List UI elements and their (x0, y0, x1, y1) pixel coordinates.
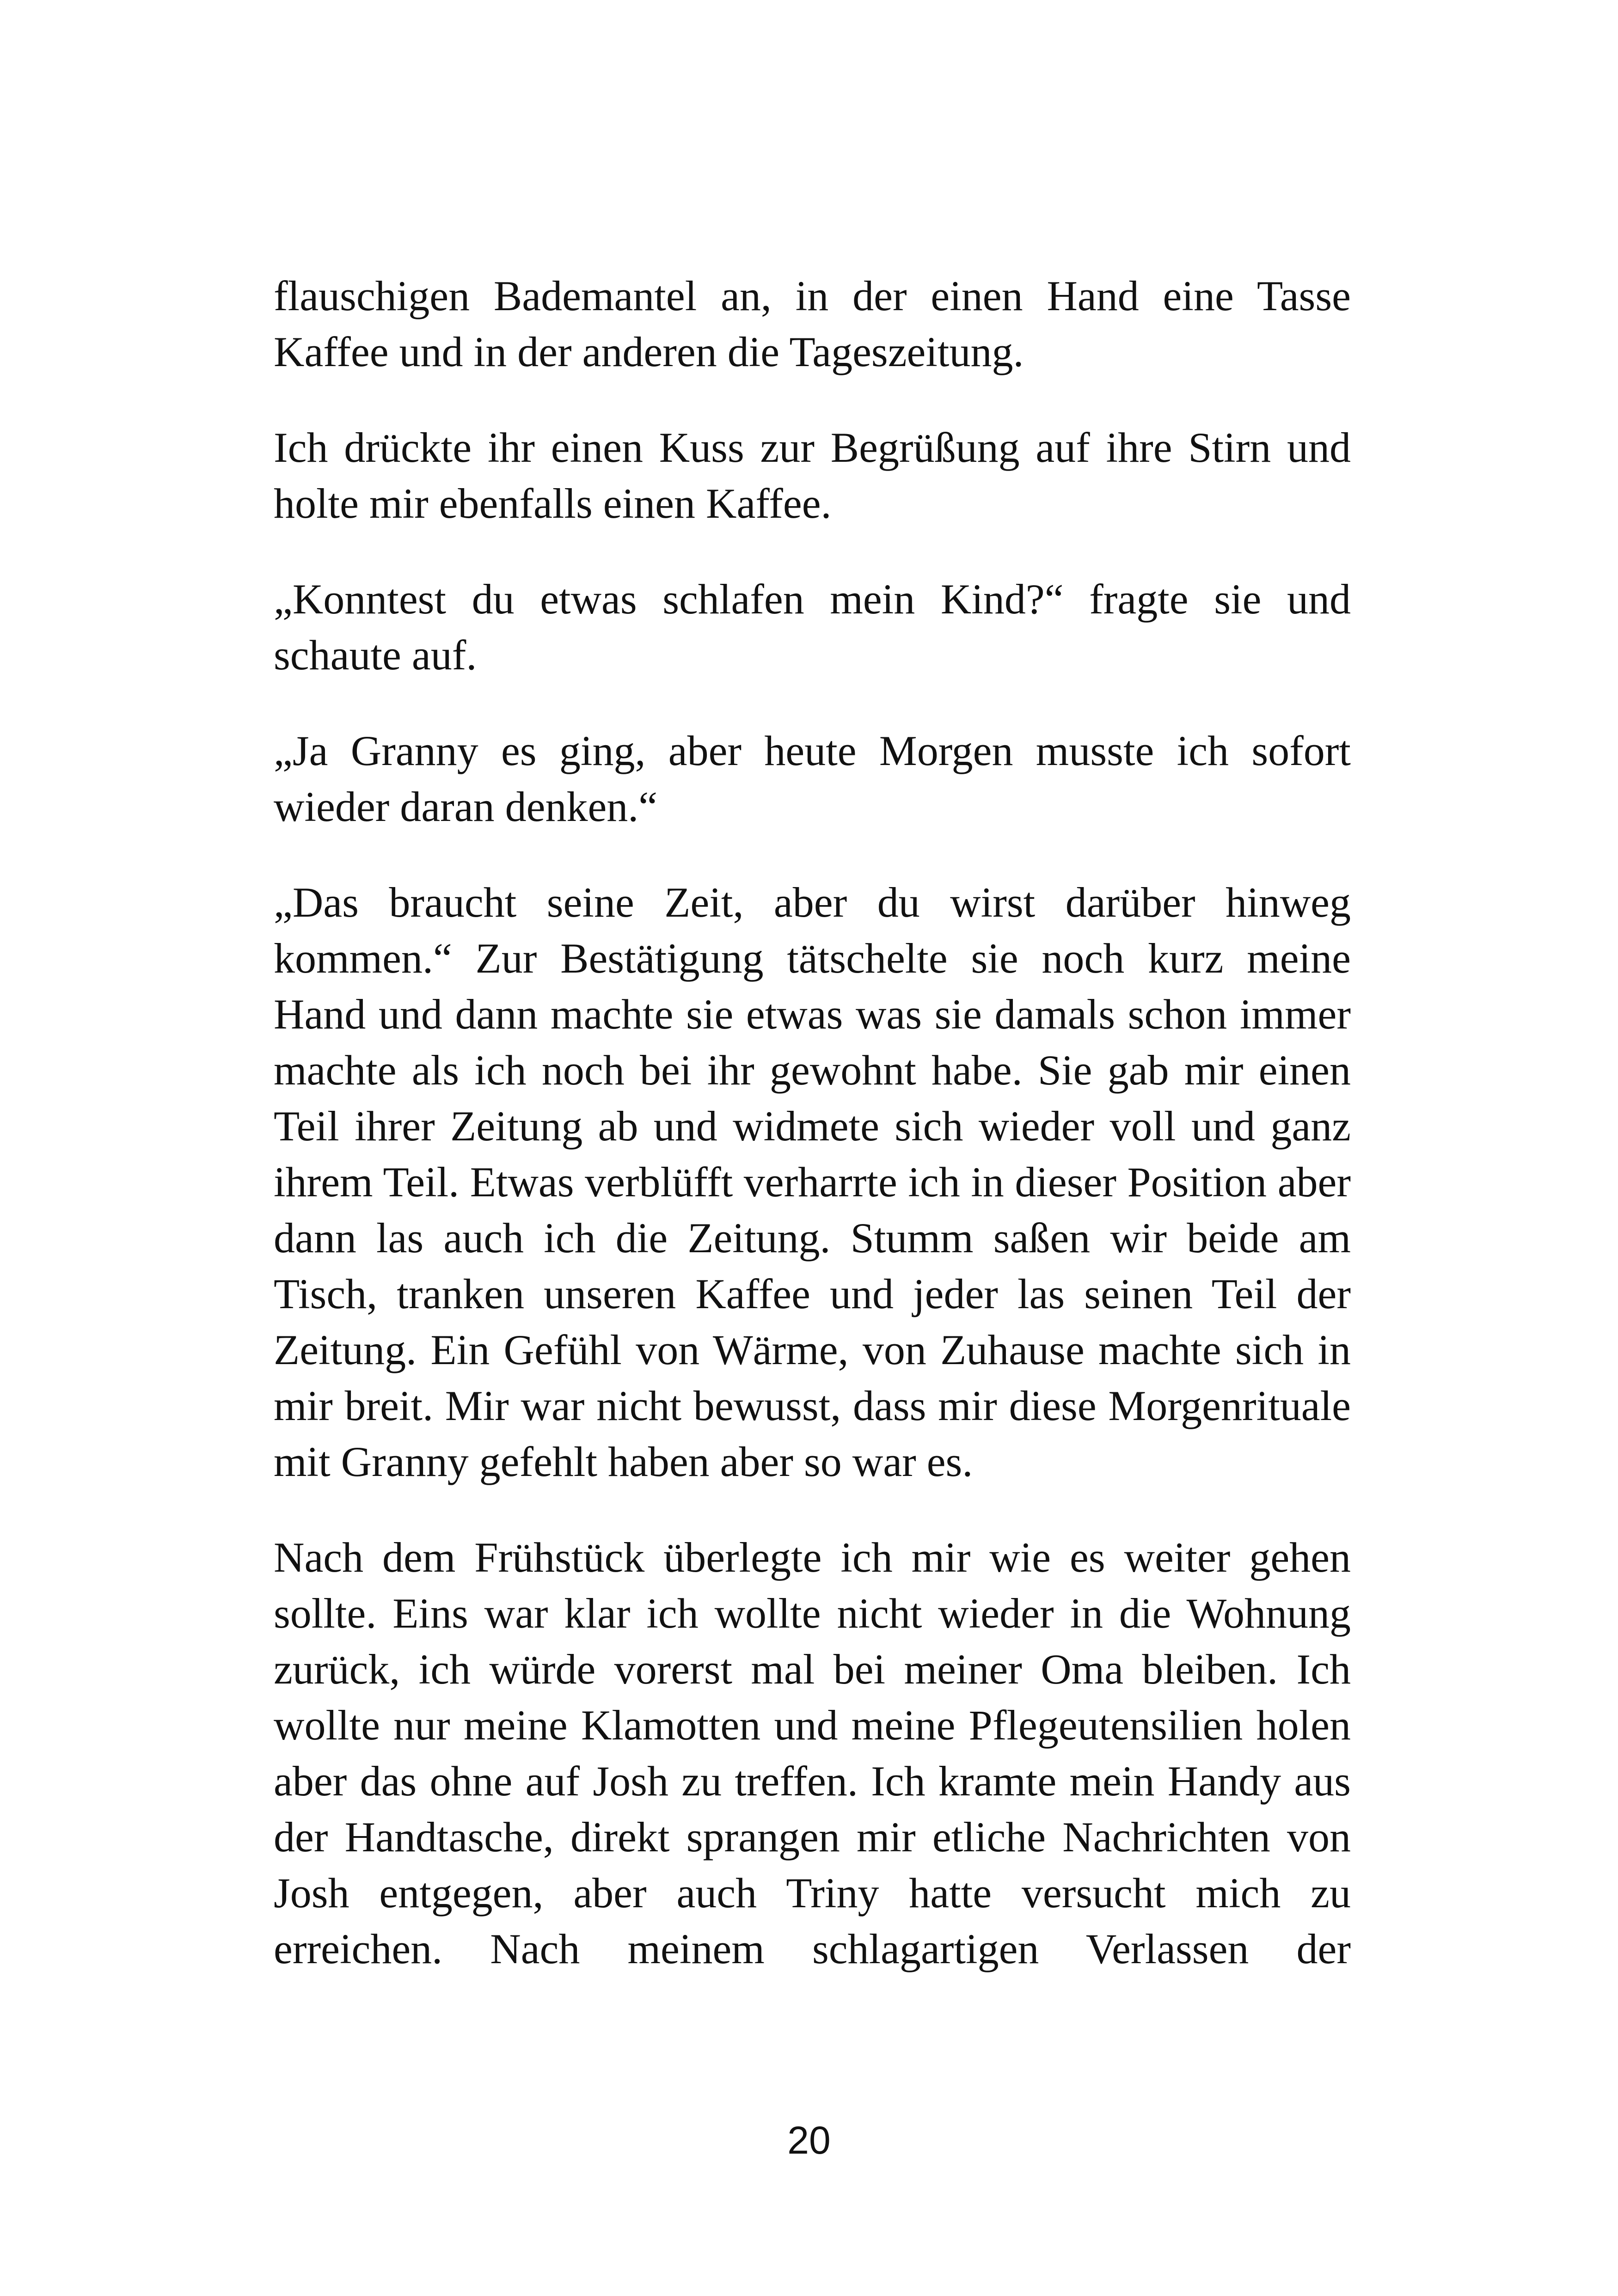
paragraph-1: flauschigen Bademantel an, in der einen Hand eine Tasse Kaffee und in der anderen die Tageszeitung. (274, 272, 1351, 375)
paragraph-3: „Konntest du etwas schlafen mein Kind?“ fragte sie und schaute auf. (274, 576, 1351, 679)
page-number: 20 (787, 2118, 831, 2162)
body-text (274, 268, 1351, 2017)
paragraph-6: Nach dem Frühstück überlegte ich mir wie es weiter gehen sollte. Eins war klar ich wollte nicht wieder in die Wohnung zurück, ich würde vorerst mal bei meiner Oma bleiben. Ich wollte nur meine Klamotten und meine Pflegeutensilien holen aber das ohne auf Josh zu treffen. Ich kramte mein Handy aus der Handtasche, direkt sprangen mir etliche Nachrichten von Josh entgegen, aber auch Triny hatte versucht mich zu erreichen. Nach meinem schlagartigen Verlassen der (274, 1534, 1351, 1972)
paragraph-2: Ich drückte ihr einen Kuss zur Begrüßung auf ihre Stirn und holte mir ebenfalls einen Kaffee. (274, 424, 1351, 527)
paragraph-4: „Ja Granny es ging, aber heute Morgen musste ich sofort wieder daran denken.“ (274, 727, 1351, 830)
paragraph-5: „Das braucht seine Zeit, aber du wirst darüber hinweg kommen.“ Zur Bestätigung tätschelte sie noch kurz meine Hand und dann machte sie etwas was sie damals schon immer machte als ich noch bei ihr gewohnt habe. Sie gab mir einen Teil ihrer Zeitung ab und widmete sich wieder voll und ganz ihrem Teil. Etwas verblüfft verharrte ich in dieser Position aber dann las auch ich die Zeitung. Stumm saßen wir beide am Tisch, tranken unseren Kaffee und jeder las seinen Teil der Zeitung. Ein Gefühl von Wärme, von Zuhause machte sich in mir breit. Mir war nicht bewusst, dass mir diese Morgenrituale mit Granny gefehlt haben aber so war es. (274, 879, 1351, 1485)
